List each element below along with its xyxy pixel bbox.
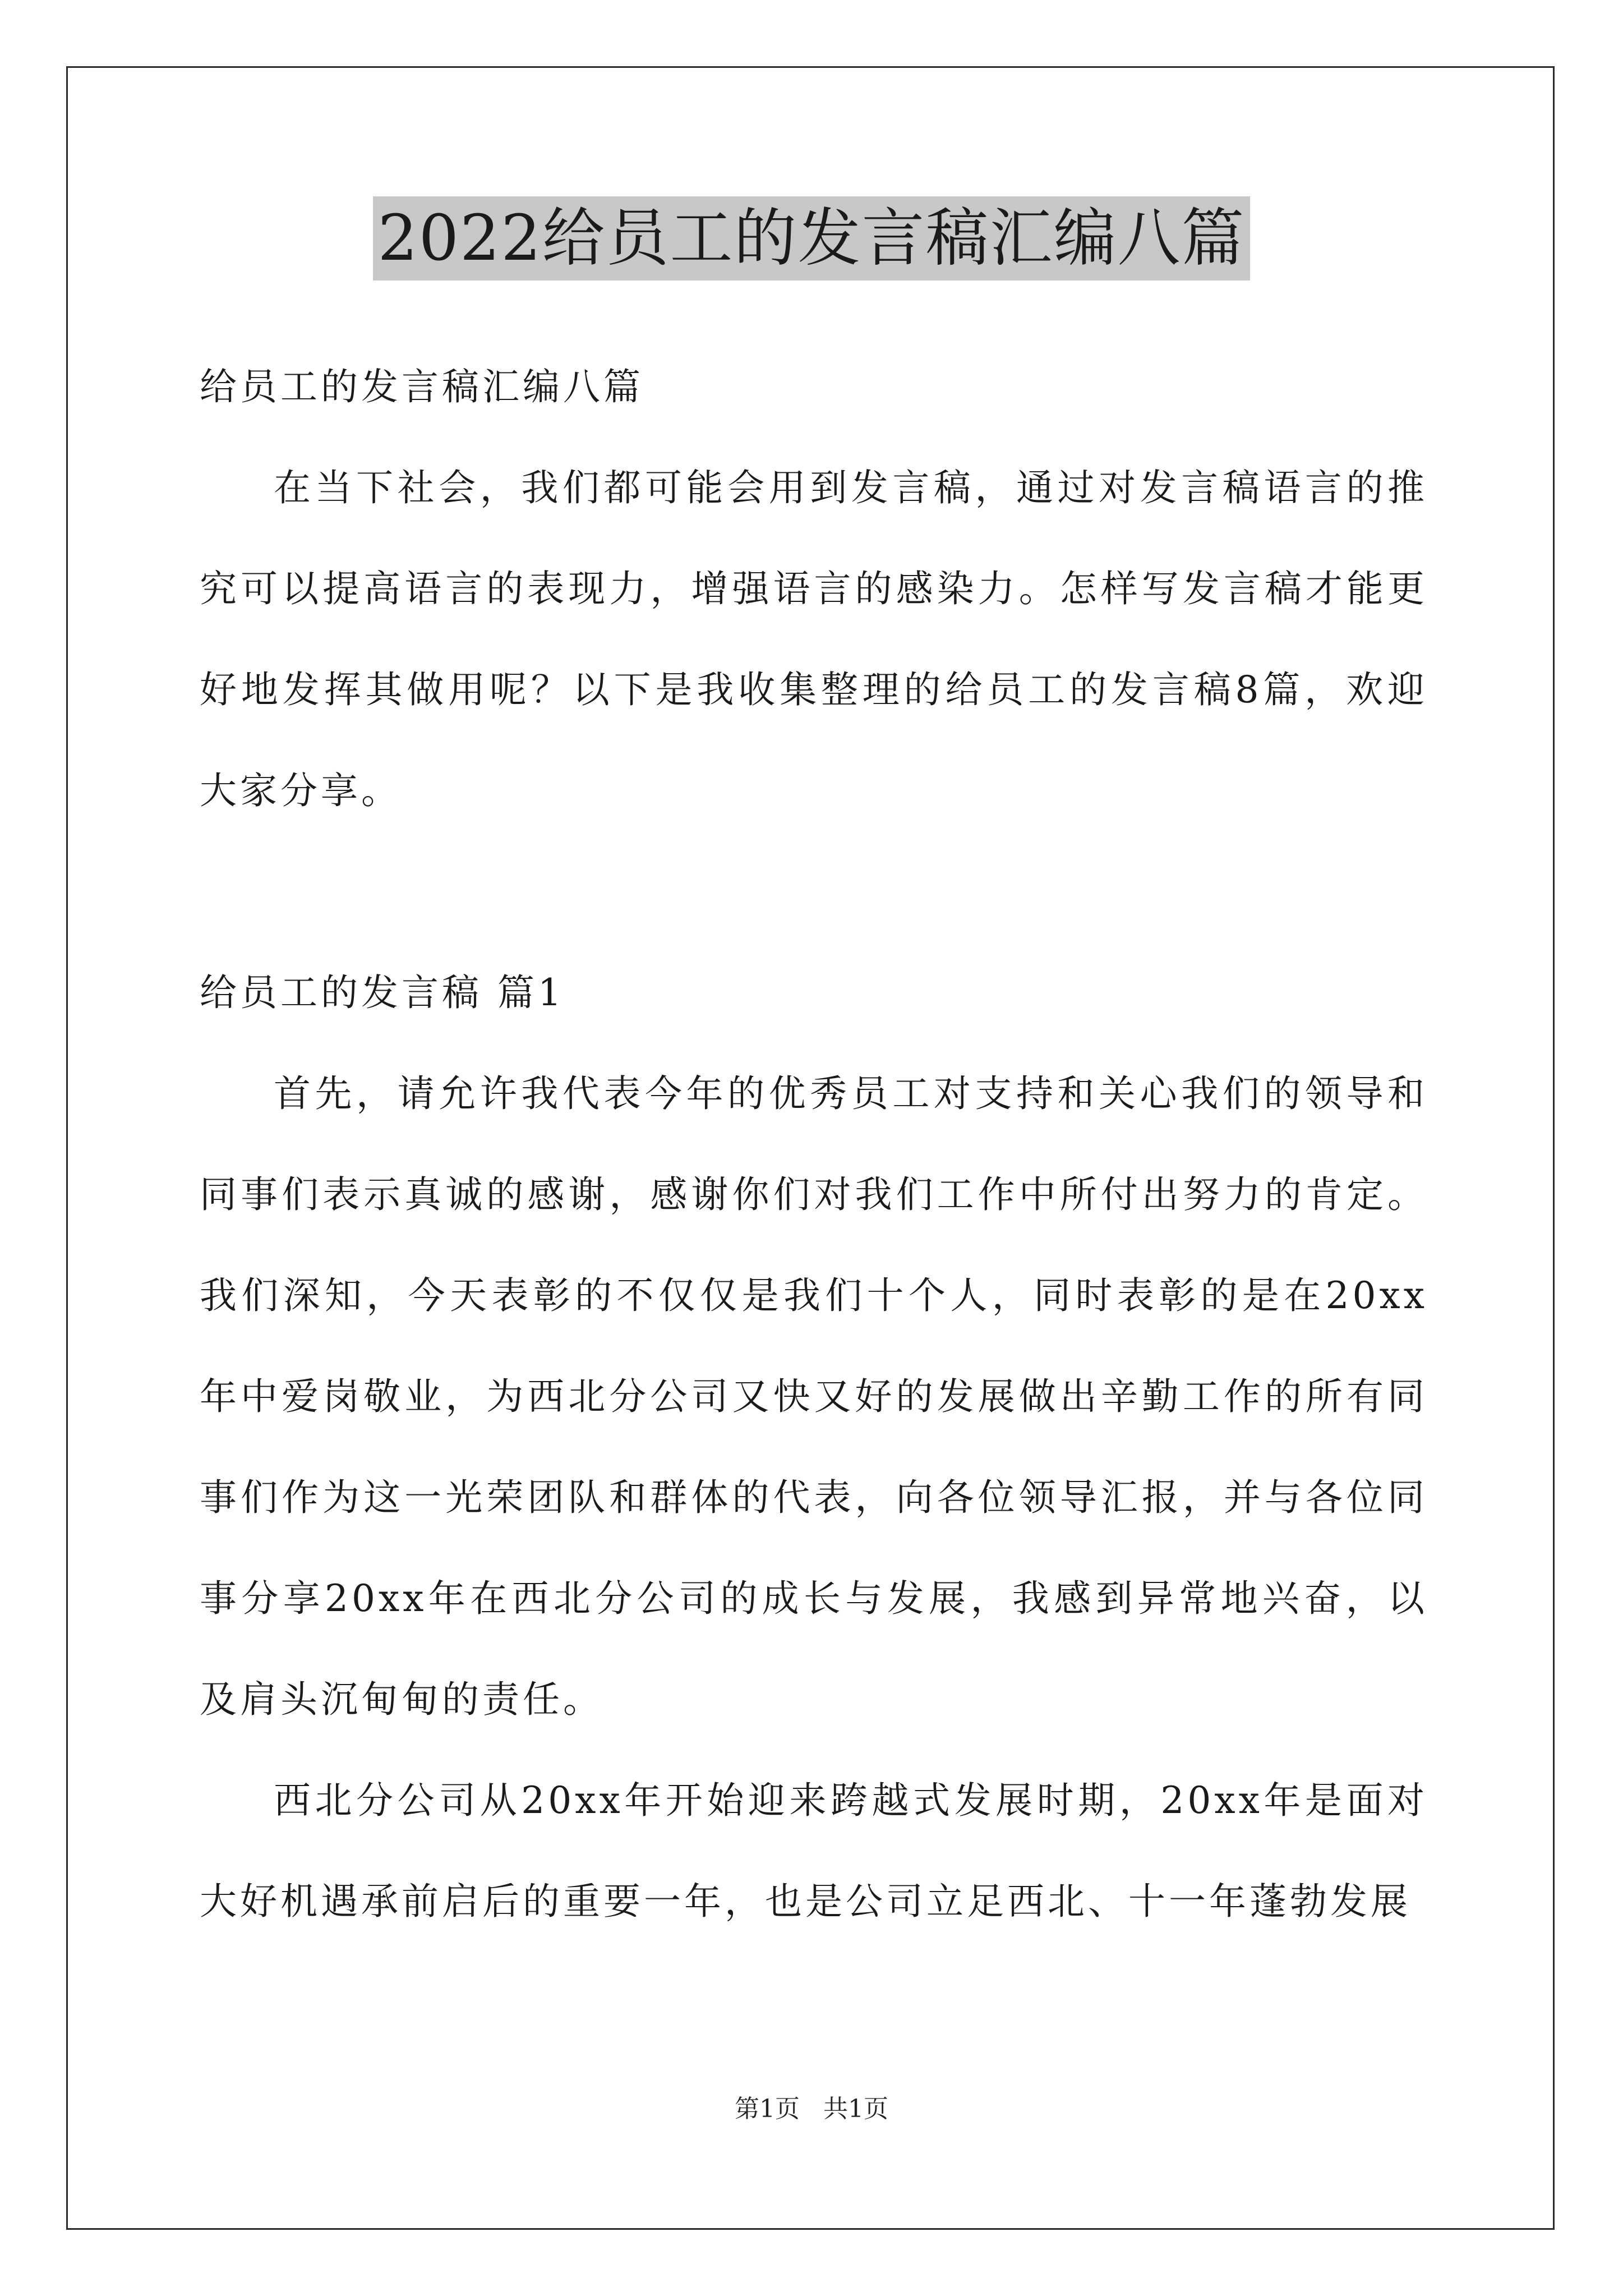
document-subtitle: 给员工的发言稿汇编八篇: [200, 365, 644, 408]
title-container: [0, 196, 1623, 280]
document-body: [200, 337, 1428, 1952]
body-paragraph: 首先，请允许我代表今年的优秀员工对支持和关心我们的领导和同事们表示真诚的感谢，感谢你们对我们工作中所付出努力的肯定。我们深知，今天表彰的不仅仅是我们十个人，同时表彰的是在20xx年中爱岗敬业，为西北分公司又快又好的发展做出辛勤工作的所有同事们作为这一光荣团队和群体的代表，向各位领导汇报，并与各位同事分享20xx年在西北分公司的成长与发展，我感到异常地兴奋，以及肩头沉甸甸的责任。: [200, 1072, 1428, 1721]
document-title: 2022给员工的发言稿汇编八篇: [373, 196, 1249, 280]
body-paragraph: 西北分公司从20xx年开始迎来跨越式发展时期，20xx年是面对大好机遇承前启后的重要一年，也是公司立足西北、十一年蓬勃发展: [200, 1779, 1428, 1923]
section-heading: 给员工的发言稿 篇1: [200, 971, 565, 1014]
section-spacer: [200, 841, 1428, 942]
page-footer: [0, 2092, 1623, 2126]
page-number: 第1页 共1页: [735, 2095, 888, 2123]
intro-paragraph: 在当下社会，我们都可能会用到发言稿，通过对发言稿语言的推究可以提高语言的表现力，增强语言的感染力。怎样写发言稿才能更好地发挥其做用呢？以下是我收集整理的给员工的发言稿8篇，欢迎大家分享。: [200, 466, 1428, 812]
